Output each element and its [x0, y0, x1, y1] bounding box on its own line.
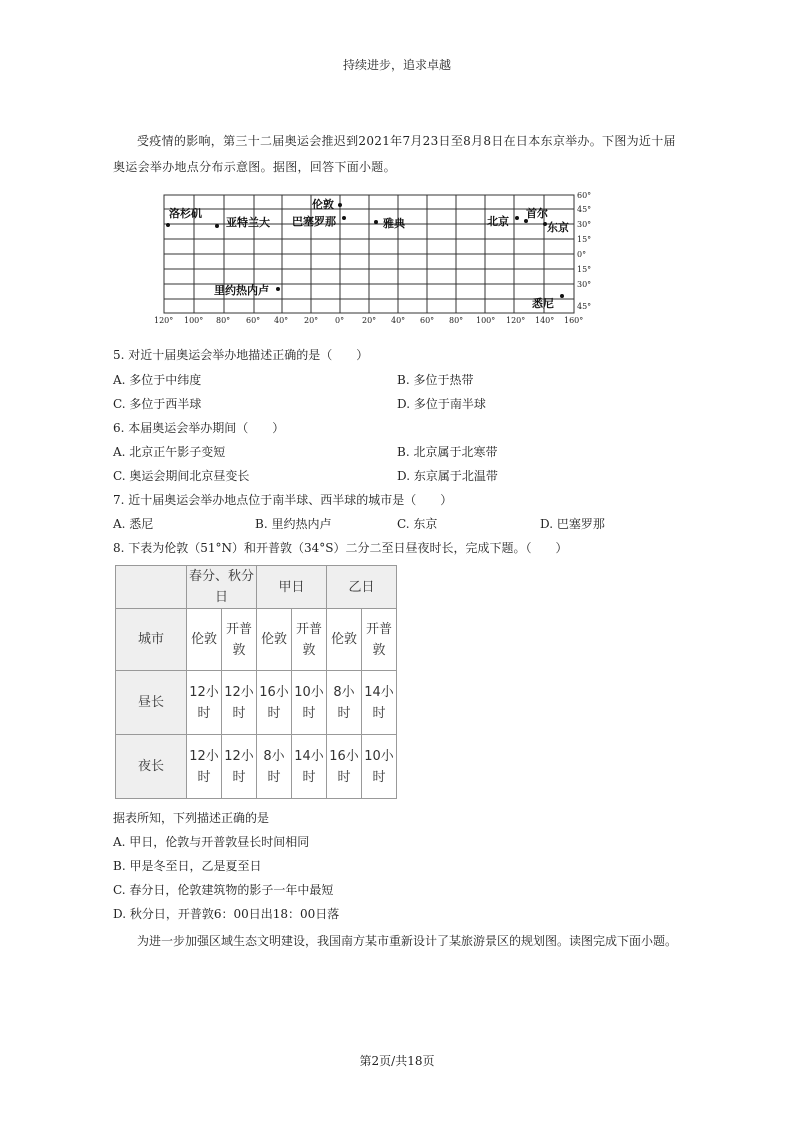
city-label-athens: 雅典	[383, 217, 405, 230]
lat-tick: 15°	[577, 265, 592, 274]
page-footer: 第2页/共18页	[359, 1054, 435, 1068]
q8-option-a: A. 甲日，伦敦与开普敦昼长时间相同	[113, 835, 310, 849]
dot-sydney	[560, 294, 564, 298]
cell-day-value: 10小时	[292, 671, 327, 735]
question-6-stem: 6. 本届奥运会举办期间（ ）	[113, 421, 285, 435]
day-length-table	[115, 565, 397, 799]
q8-option-b: B. 甲是冬至日，乙是夏至日	[113, 859, 262, 873]
q7-option-c: C. 东京	[397, 517, 438, 531]
dot-london	[338, 203, 342, 207]
q8-option-c: C. 春分日，伦敦建筑物的影子一年中最短	[113, 883, 334, 897]
cell-london: 伦敦	[257, 609, 292, 671]
cell-night-value: 14小时	[292, 735, 327, 799]
cell-day-value: 14小时	[362, 671, 397, 735]
question-8-stem: 8. 下表为伦敦（51°N）和开普敦（34°S）二分二至日昼夜时长，完成下题。（ ）	[113, 541, 568, 555]
cell-capetown: 开普敦	[222, 609, 257, 671]
city-label-barcelona: 巴塞罗那	[292, 215, 336, 228]
lat-tick: 45°	[577, 205, 592, 214]
cell-day-value: 12小时	[187, 671, 222, 735]
lon-tick: 100°	[476, 316, 496, 325]
cell-night-value: 16小时	[327, 735, 362, 799]
question-5-stem: 5. 对近十届奥运会举办地描述正确的是（ ）	[113, 348, 369, 362]
city-label-beijing: 北京	[487, 215, 509, 228]
row-label-city: 城市	[116, 609, 187, 671]
q6-option-d: D. 东京属于北温带	[397, 469, 498, 483]
city-label-atlanta: 亚特兰大	[226, 216, 270, 229]
q5-option-c: C. 多位于西半球	[113, 397, 202, 411]
cell-day-value: 12小时	[222, 671, 257, 735]
city-label-rio: 里约热内卢	[214, 284, 269, 297]
q5-option-a: A. 多位于中纬度	[113, 373, 202, 387]
cell-capetown: 开普敦	[292, 609, 327, 671]
cell-night-value: 12小时	[222, 735, 257, 799]
q8-lead: 据表所知，下列描述正确的是	[113, 811, 270, 825]
header-yi: 乙日	[327, 566, 397, 609]
cell-day-value: 8小时	[327, 671, 362, 735]
cell-night-value: 10小时	[362, 735, 397, 799]
lon-tick: 40°	[391, 316, 406, 325]
lon-tick: 20°	[362, 316, 377, 325]
header-jia: 甲日	[257, 566, 327, 609]
row-label-day: 昼长	[116, 671, 187, 735]
table-corner	[116, 566, 187, 609]
q5-option-b: B. 多位于热带	[397, 373, 474, 387]
lon-tick: 140°	[535, 316, 555, 325]
lon-tick: 80°	[216, 316, 231, 325]
lat-tick: 15°	[577, 235, 592, 244]
next-section-intro: 为进一步加强区域生态文明建设，我国南方某市重新设计了某旅游景区的规划图。读图完成下面小题。	[137, 934, 678, 948]
lon-tick: 120°	[154, 316, 174, 325]
row-label-night: 夜长	[116, 735, 187, 799]
lat-tick: 0°	[577, 250, 587, 259]
page-header: 持续进步，追求卓越	[342, 58, 451, 72]
dot-athens	[374, 220, 378, 224]
q7-option-b: B. 里约热内卢	[255, 517, 332, 531]
cell-capetown: 开普敦	[362, 609, 397, 671]
city-label-seoul: 首尔	[526, 207, 548, 220]
lon-tick: 100°	[184, 316, 204, 325]
q6-option-b: B. 北京属于北寒带	[397, 445, 498, 459]
q7-option-d: D. 巴塞罗那	[540, 517, 605, 531]
header-equinox: 春分、秋分日	[187, 566, 257, 609]
cell-london: 伦敦	[187, 609, 222, 671]
lon-tick: 40°	[274, 316, 289, 325]
lat-tick: 30°	[577, 220, 592, 229]
q5-option-d: D. 多位于南半球	[397, 397, 486, 411]
lon-tick: 20°	[304, 316, 319, 325]
q7-option-a: A. 悉尼	[113, 517, 154, 531]
lon-tick: 160°	[564, 316, 584, 325]
lat-tick: 45°	[577, 302, 592, 311]
intro-paragraph: 受疫情的影响，第三十二届奥运会推迟到2021年7月23日至8月8日在日本东京举办。下图为近十届奥运会举办地点分布示意图。据图，回答下面小题。	[113, 134, 676, 174]
question-7-stem: 7. 近十届奥运会举办地点位于南半球、西半球的城市是（ ）	[113, 493, 453, 507]
cell-london: 伦敦	[327, 609, 362, 671]
q6-option-c: C. 奥运会期间北京昼变长	[113, 469, 250, 483]
lon-tick: 0°	[335, 316, 345, 325]
lon-tick: 120°	[506, 316, 526, 325]
q8-option-d: D. 秋分日，开普敦6：00日出18：00日落	[113, 907, 340, 921]
lat-tick: 30°	[577, 280, 592, 289]
dot-rio	[276, 287, 280, 291]
dot-beijing	[515, 216, 519, 220]
cell-day-value: 16小时	[257, 671, 292, 735]
q6-option-a: A. 北京正午影子变短	[113, 445, 226, 459]
city-label-tokyo: 东京	[547, 221, 569, 234]
city-label-london: 伦敦	[312, 198, 334, 211]
lat-tick: 60°	[577, 191, 592, 200]
lon-tick: 60°	[246, 316, 261, 325]
dot-atlanta	[215, 224, 219, 228]
lon-tick: 60°	[420, 316, 435, 325]
dot-la	[166, 223, 170, 227]
cell-night-value: 12小时	[187, 735, 222, 799]
city-label-la: 洛杉矶	[169, 207, 202, 220]
dot-barcelona	[342, 216, 346, 220]
cell-night-value: 8小时	[257, 735, 292, 799]
lon-tick: 80°	[449, 316, 464, 325]
olympic-host-map	[154, 190, 594, 328]
city-label-sydney: 悉尼	[532, 297, 554, 310]
